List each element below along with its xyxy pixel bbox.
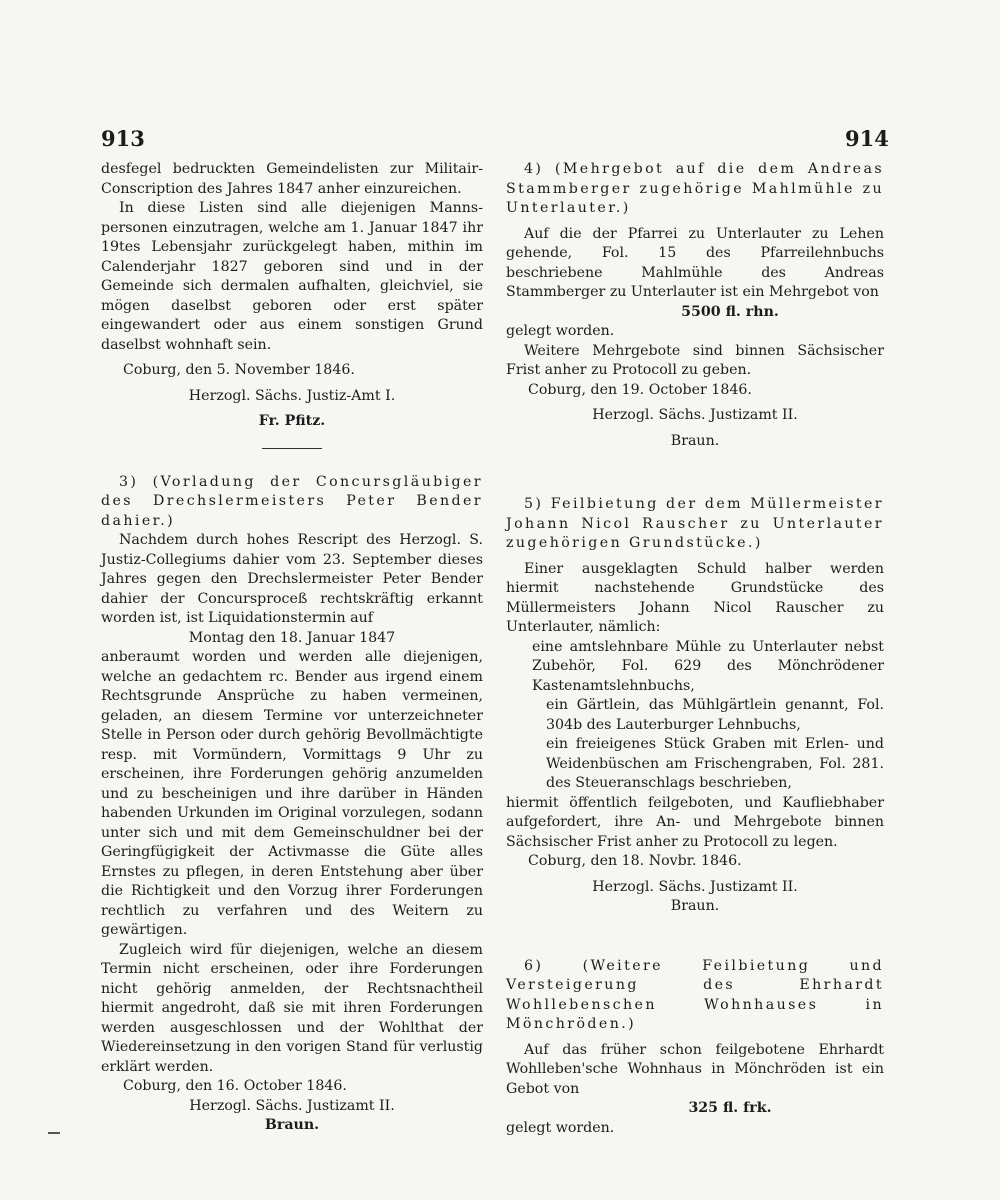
intro-place-date: Coburg, den 5. November 1846.: [123, 362, 355, 378]
notice-5-body: Einer ausgeklagten Schuld halber werden hiermit nachstehende Grundstücke des Müllermeisters Johann Nicol Rauscher zu Unterlauter, nämlich:: [506, 560, 884, 635]
notice-6-heading: 6) (Weitere Feilbietung und Versteigerung des Ehrhardt Wohllebenschen Wohnhauses in Mönchröden.): [506, 957, 884, 1032]
notice-3-heading: 3) (Vorladung der Concursgläubiger des Drechslermeisters Peter Bender dahier.): [101, 473, 483, 529]
notice-5-item-1: eine amtslehnbare Mühle zu Unterlauter nebst Zubehör, Fol. 629 des Mönchrödener Kastenamtslehnbuchs,: [532, 638, 884, 694]
margin-mark: [48, 1132, 60, 1134]
notice-5-body-2: hiermit öffentlich feilgeboten, und Kaufliebhaber aufgefordert, ihre An- und Mehrgebote binnen Sächsischer Frist anher zu Protocoll zu legen.: [506, 794, 884, 850]
notice-5-item-3: ein freieigenes Stück Graben mit Erlen- und Weidenbüschen am Frischengraben, Fol. 281. des Steueranschlags beschrieben,: [546, 736, 884, 791]
notice-3-office: Herzogl. Sächs. Justizamt II.: [189, 1097, 395, 1114]
section-divider: [262, 448, 322, 449]
left-column: [101, 160, 483, 1136]
notice-6-body: Auf das früher schon feilgebotene Ehrhardt Wohlleben'sche Wohnhaus in Mönchröden ist ein Gebot von: [506, 1041, 884, 1097]
notice-4-heading: 4) (Mehrgebot auf die dem Andreas Stammberger zugehörige Mahlmühle zu Unterlauter.): [506, 161, 884, 216]
page-number-right: 914: [845, 126, 889, 151]
notice-6-amount: 325 fl. frk.: [688, 1100, 772, 1116]
notice-5-heading: 5) Feilbietung der dem Müllermeister Johann Nicol Rauscher zu Unterlauter zugehörigen Grundstücke.): [506, 496, 884, 551]
notice-3-body-2: anberaumt worden und werden alle diejenigen, welche an gedachtem rc. Bender aus irgend einem Rechtsgrunde Ansprüche zu haben vermeinen, geladen, an diesem Termine vor unterzeichneter Stelle in Person oder durch gehörig Bevollmächtigte resp. mit Vormündern, Vormittags 9 Uhr zu erscheinen, ihre Forderungen gehörig anzumelden und zu bescheinigen und ihre darüber in Händen habenden Urkunden im Original vorzulegen, sodann unter sich und mit dem Gemeinschuldner bei der Geringfügigkeit der Activmasse die Güte alles Ernstes zu pflegen, in deren Entstehung aber über die Richtigkeit und den Vorzug ihrer Forderungen rechtlich zu verfahren und des Weitern zu gewärtigen.: [101, 649, 483, 938]
notice-5-item-2: ein Gärtlein, das Mühlgärtlein genannt, Fol. 304b des Lauterburger Lehnbuchs,: [546, 697, 884, 733]
page-number-left: 913: [101, 126, 145, 151]
notice-3-body-3: Zugleich wird für diejenigen, welche an diesem Termin nicht erscheinen, oder ihre Forderungen nicht gehörig anmelden, der Rechtsnachtheil hiermit angedroht, daß sie mit ihren Forderungen werden ausgeschlossen und der Wohlthat der Wiedereinsetzung in den vorigen Stand für verlustig erklärt werden.: [101, 941, 483, 1075]
intro-office: Herzogl. Sächs. Justiz-Amt I.: [188, 387, 396, 404]
intro-paragraph-2: In diese Listen sind alle diejenigen Manns-personen einzutragen, welche am 1. Januar 1847 ihr 19tes Lebensjahr zurückgelegt haben, mithin im Calenderjahr 1827 geboren sind und in der Gemeinde sich dermalen aufhalten, gleichviel, sie mögen daselbst geboren oder erst später eingewandert oder aus einem sonstigen Grund daselbst wohnhaft sein.: [101, 200, 483, 353]
intro-signer: Fr. Pfitz.: [258, 413, 326, 429]
notice-4-office: Herzogl. Sächs. Justizamt II.: [592, 407, 798, 423]
notice-5-signer: Braun.: [670, 898, 720, 914]
notice-3-body: Nachdem durch hohes Rescript des Herzogl. S. Justiz-Collegiums dahier vom 23. September dieses Jahres gegen den Drechslermeister Peter Bender dahier der Concursproceß rechtskräftig erkannt worden ist, ist Liquidationstermin auf: [101, 532, 483, 626]
notice-5-place-date: Coburg, den 18. Novbr. 1846.: [528, 853, 742, 869]
intro-paragraph-1: desfegel bedruckten Gemeindelisten zur Militair-Conscription des Jahres 1847 anher einzureichen.: [101, 161, 483, 197]
notice-4-after-amount: gelegt worden.: [506, 323, 615, 339]
notice-5-office: Herzogl. Sächs. Justizamt II.: [592, 878, 798, 895]
notice-4-signer: Braun.: [670, 432, 720, 449]
notice-4-amount: 5500 fl. rhn.: [681, 303, 779, 320]
notice-6-after-amount: gelegt worden.: [506, 1119, 615, 1136]
notice-4-body: Auf die der Pfarrei zu Unterlauter zu Lehen gehende, Fol. 15 des Pfarreilehnbuchs beschriebene Mahlmühle des Andreas Stammberger zu Unterlauter ist ein Mehrgebot von: [506, 225, 884, 300]
notice-3-signer: Braun.: [264, 1117, 320, 1133]
right-column: [506, 160, 884, 1138]
notice-3-place-date: Coburg, den 16. October 1846.: [123, 1078, 347, 1094]
notice-4-body-2: Weitere Mehrgebote sind binnen Sächsischer Frist anher zu Protocoll zu geben.: [506, 342, 884, 378]
notice-3-date-line: Montag den 18. Januar 1847: [188, 629, 396, 646]
notice-4-place-date: Coburg, den 19. October 1846.: [528, 381, 752, 398]
